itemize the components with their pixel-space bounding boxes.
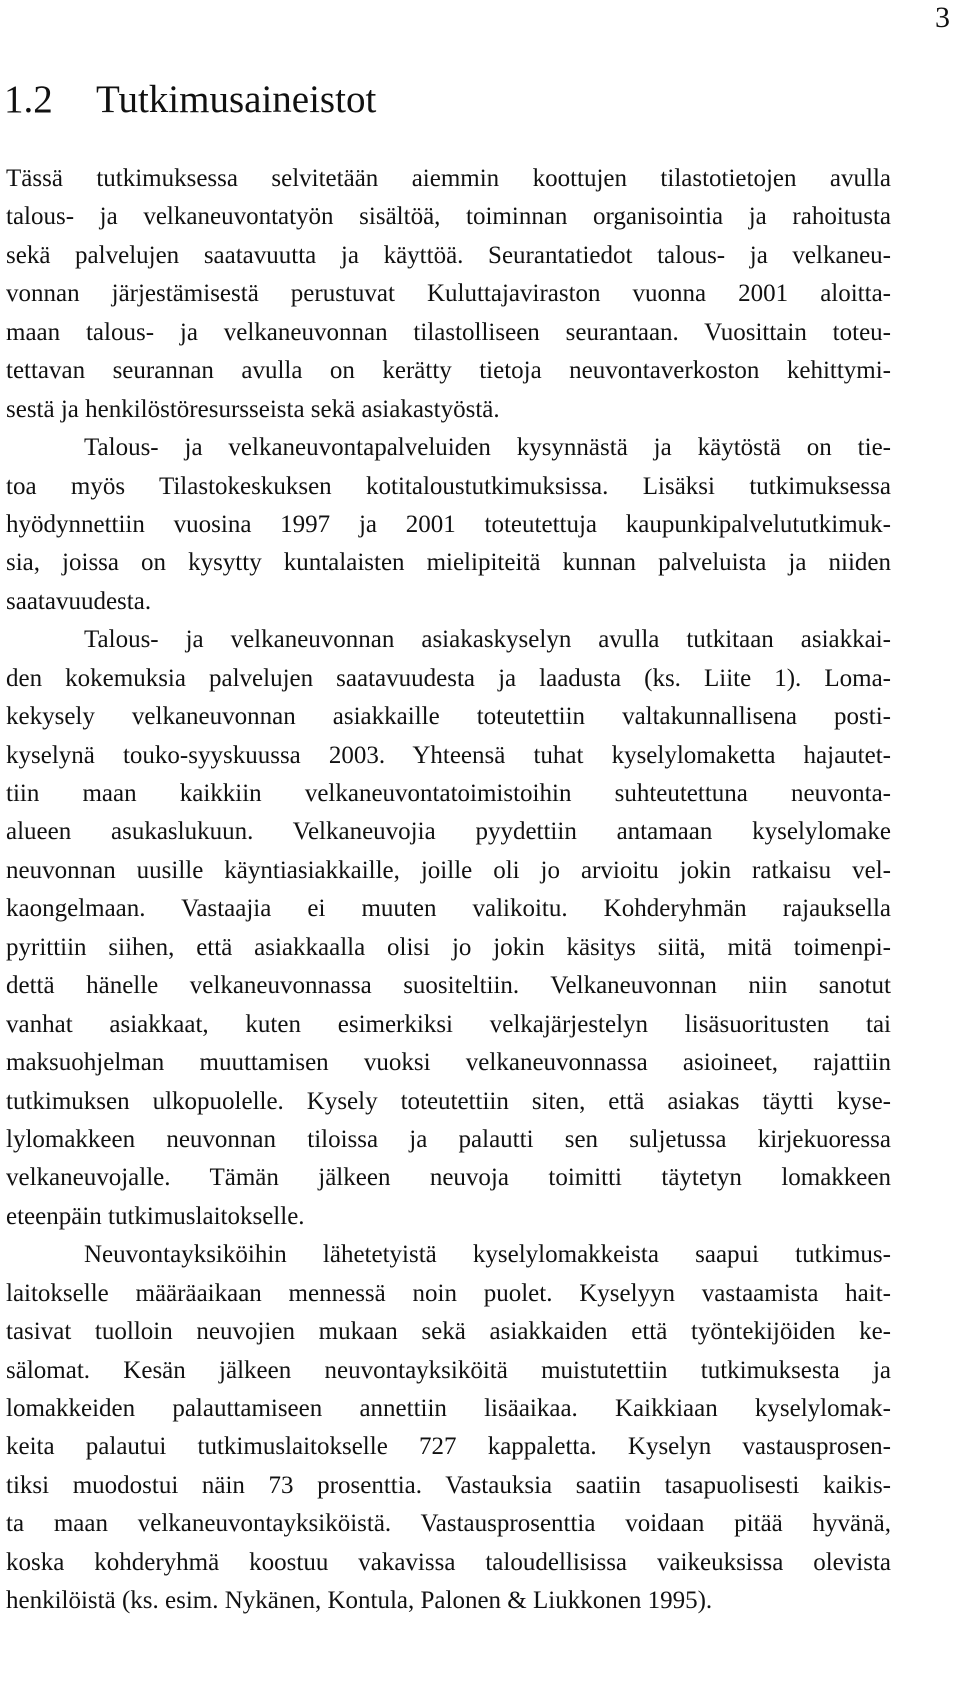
text-line: kekysely velkaneuvonnan asiakkaille toteutettiin valtakunnallisena posti- bbox=[6, 703, 891, 731]
text-line: kaongelmaan. Vastaajia ei muuten valikoitu. Kohderyhmän rajauksella bbox=[6, 895, 891, 923]
text-line: Talous- ja velkaneuvonnan asiakaskyselyn avulla tutkitaan asiakkai- bbox=[84, 626, 891, 654]
text-line: dettä hänelle velkaneuvonnassa suositeltiin. Velkaneuvonnan niin sanotut bbox=[6, 972, 891, 1000]
section-heading bbox=[4, 76, 376, 124]
text-line: lylomakkeen neuvonnan tiloissa ja palautti sen suljetussa kirjekuoressa bbox=[6, 1125, 891, 1153]
text-line: lomakkeiden palauttamiseen annettiin lisäaikaa. Kaikkiaan kyselylomak- bbox=[6, 1395, 891, 1422]
paragraph bbox=[6, 621, 891, 1236]
text-line: keita palautui tutkimuslaitokselle 727 kappaletta. Kyselyn vastausprosen- bbox=[6, 1433, 891, 1461]
text-line: velkaneuvojalle. Tämän jälkeen neuvoja toimitti täytetyn lomakkeen bbox=[6, 1164, 891, 1192]
text-line: tettavan seurannan avulla on kerätty tietoja neuvontaverkoston kehittymi- bbox=[6, 357, 891, 385]
text-line: tiksi muodostui näin 73 prosenttia. Vastauksia saatiin tasapuolisesti kaikis- bbox=[6, 1471, 891, 1499]
text-line: vanhat asiakkaat, kuten esimerkiksi velkajärjestelyn lisäsuoritusten tai bbox=[6, 1010, 891, 1038]
text-line: tasivat tuolloin neuvojien mukaan sekä asiakkaiden että työntekijöiden ke- bbox=[6, 1318, 891, 1346]
text-line: maksuohjelman muuttamisen vuoksi velkaneuvonnassa asioineet, rajattiin bbox=[6, 1049, 891, 1077]
body-text bbox=[6, 160, 891, 1621]
text-line: koska kohderyhmä koostuu vakavissa taloudellisissa vaikeuksissa olevista bbox=[6, 1548, 891, 1576]
text-line: talous- ja velkaneuvontatyön sisältöä, toiminnan organisointia ja rahoitusta bbox=[6, 203, 891, 231]
text-line: maan talous- ja velkaneuvonnan tilastolliseen seurantaan. Vuosittain toteu- bbox=[6, 318, 891, 346]
paragraph bbox=[6, 1236, 891, 1620]
text-line: alueen asukaslukuun. Velkaneuvojia pyydettiin antamaan kyselylomake bbox=[6, 818, 891, 846]
page-number: 3 bbox=[935, 1, 950, 34]
paragraph bbox=[6, 160, 891, 429]
text-line: henkilöistä (ks. esim. Nykänen, Kontula, Palonen & Liukkonen 1995). bbox=[6, 1587, 713, 1615]
paragraph bbox=[6, 429, 891, 621]
text-line: sekä palvelujen saatavuutta ja käyttöä. Seurantatiedot talous- ja velkaneu- bbox=[6, 241, 891, 269]
text-line: sia, joissa on kysytty kuntalaisten mielipiteitä kunnan palveluista ja niiden bbox=[6, 549, 891, 577]
text-line: eteenpäin tutkimuslaitokselle. bbox=[6, 1202, 305, 1230]
text-line: sälomat. Kesän jälkeen neuvontayksiköitä muistutettiin tutkimuksesta ja bbox=[6, 1356, 891, 1384]
text-line: sestä ja henkilöstöresursseista sekä asiakastyöstä. bbox=[6, 395, 500, 423]
section-number: 1.2 bbox=[4, 78, 53, 121]
text-line: kyselynä touko-syyskuussa 2003. Yhteensä tuhat kyselylomaketta hajautet- bbox=[6, 741, 891, 769]
text-line: hyödynnettiin vuosina 1997 ja 2001 toteutettuja kaupunkipalvelututkimuk- bbox=[6, 510, 891, 538]
text-line: Talous- ja velkaneuvontapalveluiden kysynnästä ja käytöstä on tie- bbox=[84, 434, 891, 462]
text-line: ta maan velkaneuvontayksiköistä. Vastausprosenttia voidaan pitää hyvänä, bbox=[6, 1510, 891, 1538]
text-line: Neuvontayksiköihin lähetetyistä kyselylomakkeista saapui tutkimus- bbox=[84, 1241, 891, 1269]
text-line: tutkimuksen ulkopuolelle. Kysely toteutettiin siten, että asiakas täytti kyse- bbox=[6, 1087, 891, 1115]
text-line: den kokemuksia palvelujen saatavuudesta ja laadusta (ks. Liite 1). Loma- bbox=[6, 664, 891, 692]
text-line: Tässä tutkimuksessa selvitetään aiemmin koottujen tilastotietojen avulla bbox=[6, 165, 891, 192]
text-line: vonnan järjestämisestä perustuvat Kuluttajaviraston vuonna 2001 aloitta- bbox=[6, 280, 891, 308]
text-line: toa myös Tilastokeskuksen kotitaloustutkimuksissa. Lisäksi tutkimuksessa bbox=[6, 472, 891, 500]
section-title: Tutkimusaineistot bbox=[96, 78, 377, 121]
text-line: laitokselle määräaikaan mennessä noin puolet. Kyselyyn vastaamista hait- bbox=[6, 1279, 891, 1307]
text-line: pyrittiin siihen, että asiakkaalla olisi jo jokin käsitys siitä, mitä toimenpi- bbox=[6, 933, 891, 961]
text-line: saatavuudesta. bbox=[6, 587, 152, 615]
text-line: neuvonnan uusille käyntiasiakkaille, joille oli jo arvioitu jokin ratkaisu vel- bbox=[6, 856, 891, 884]
text-line: tiin maan kaikkiin velkaneuvontatoimistoihin suhteutettuna neuvonta- bbox=[6, 780, 891, 807]
